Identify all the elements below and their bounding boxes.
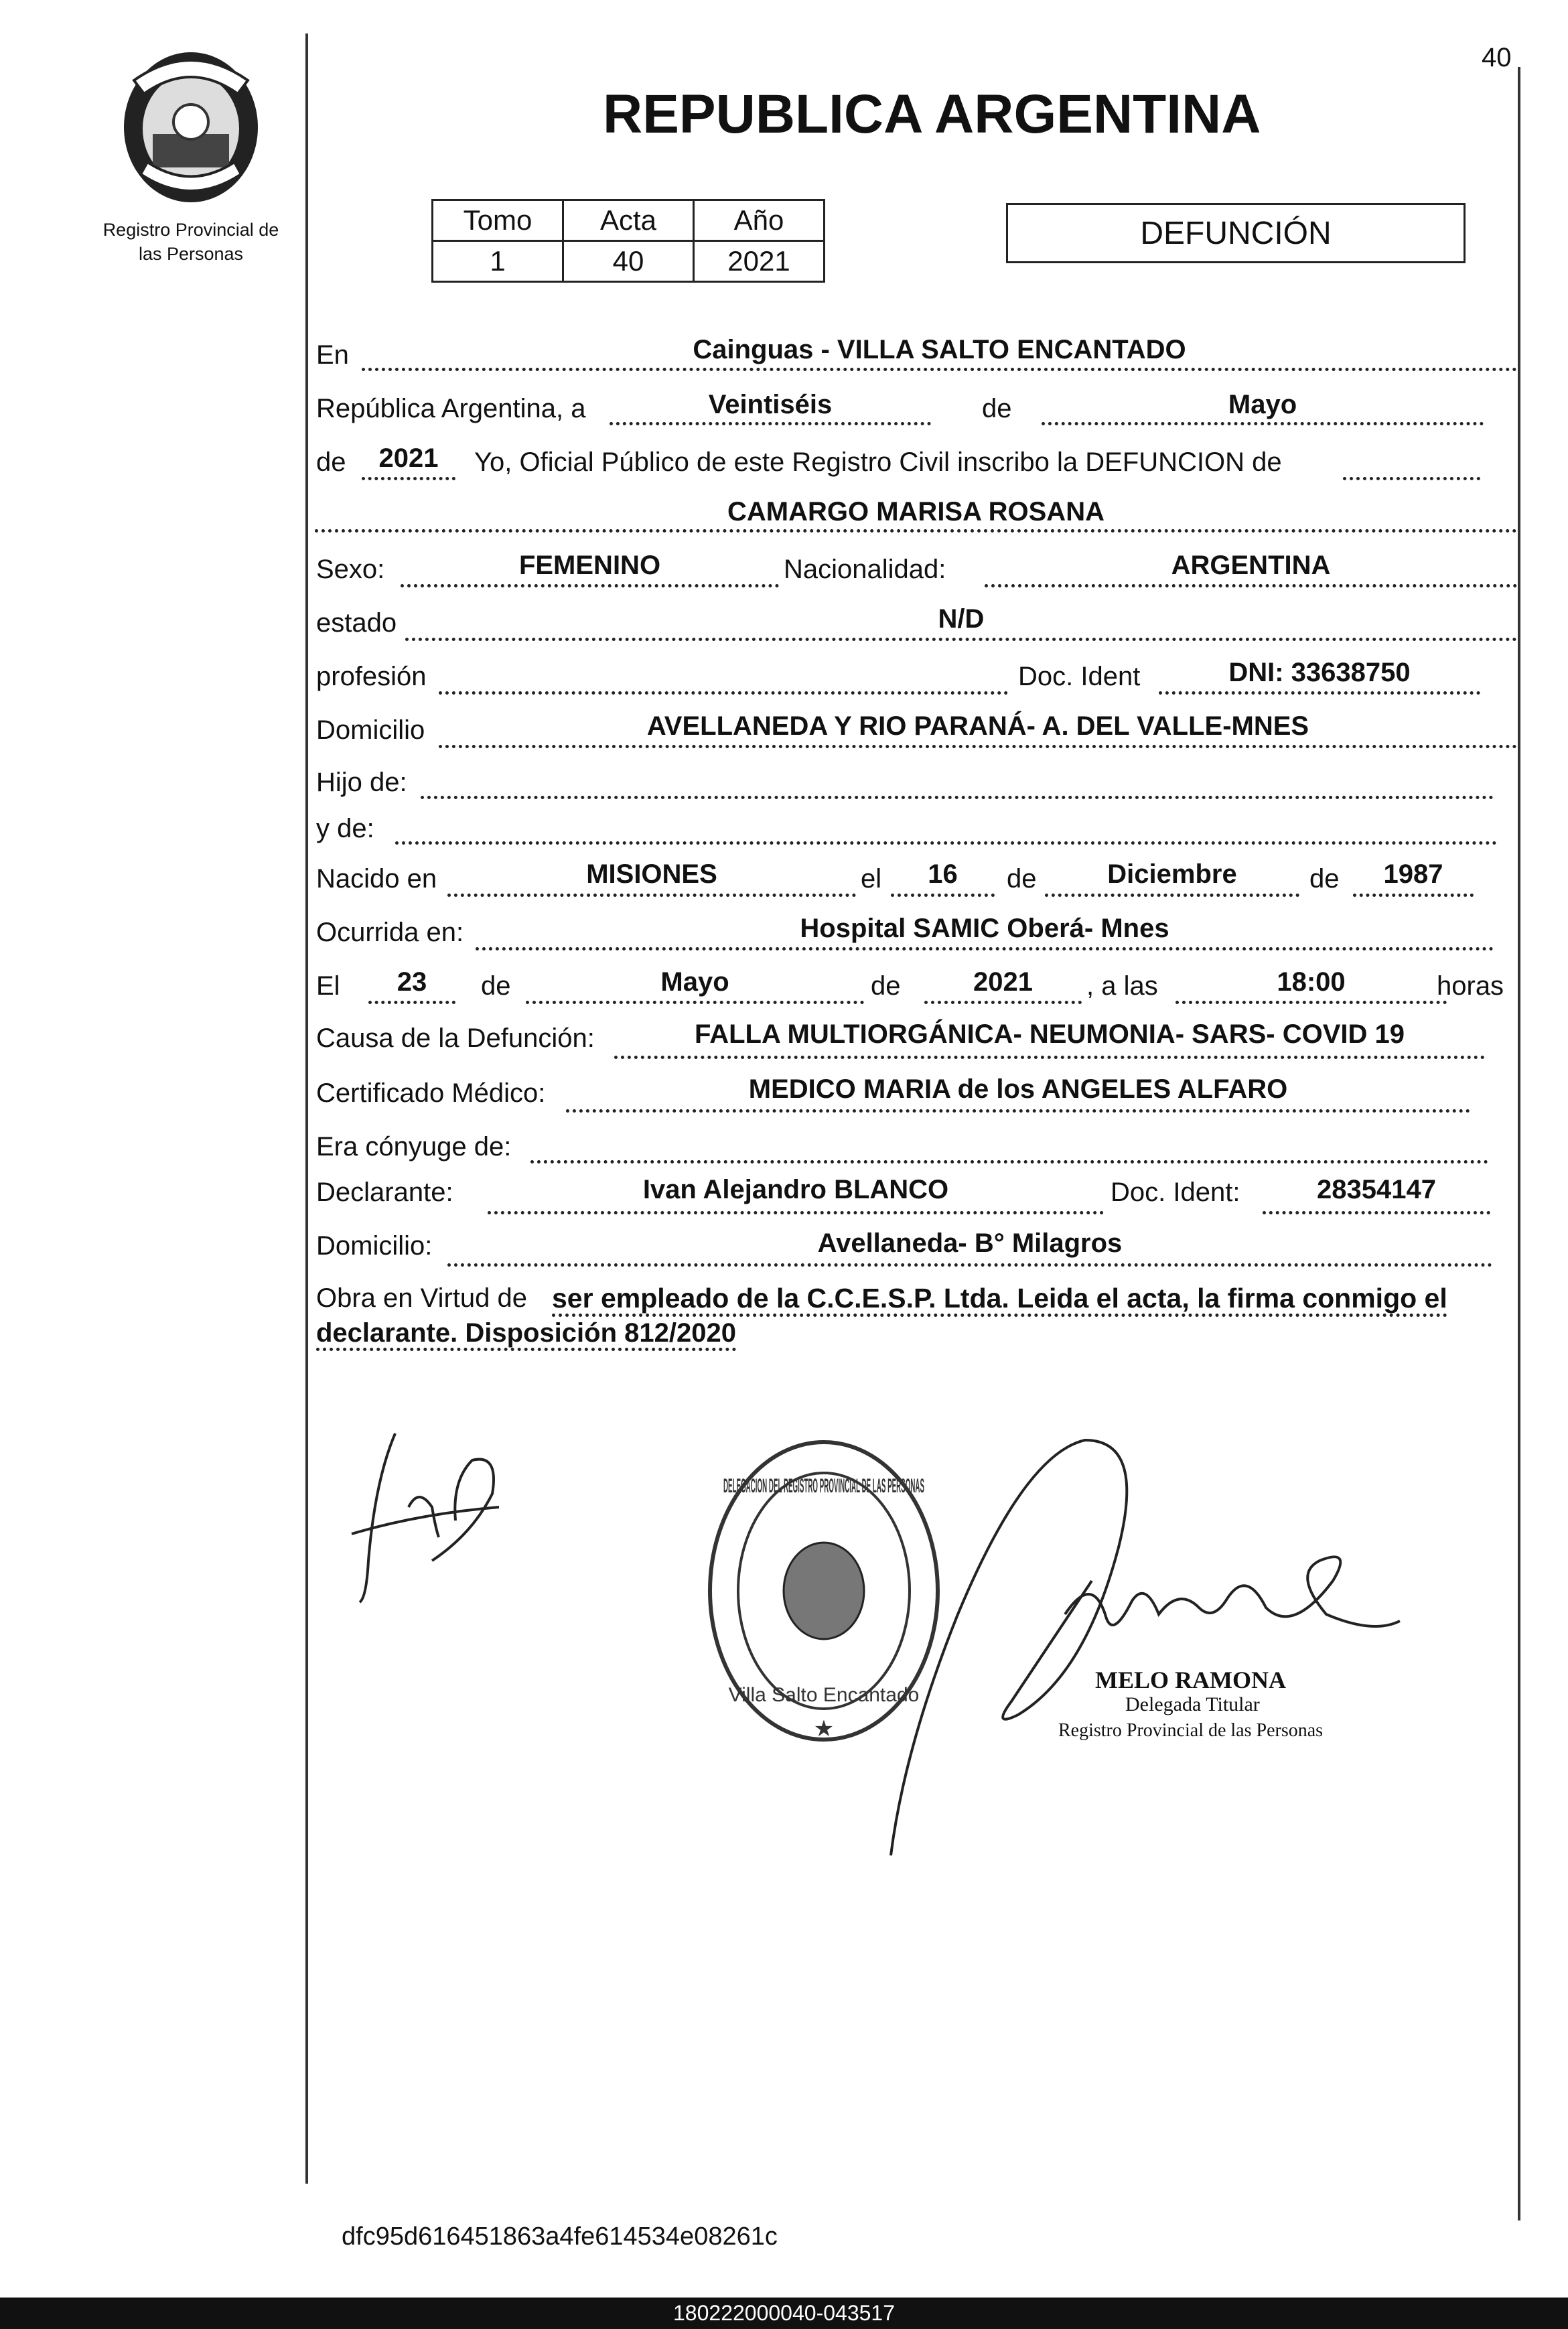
value-def-hora: 18:00 bbox=[1277, 967, 1346, 997]
value-lugar: Cainguas - VILLA SALTO ENCANTADO bbox=[693, 335, 1186, 364]
stamp-outer-text: DELEGACION DEL REGISTRO PROVINCIAL DE LAS PERSONAS bbox=[723, 1475, 924, 1497]
label-doc-ident: Doc. Ident bbox=[1018, 662, 1141, 691]
line-nombre bbox=[315, 529, 1517, 533]
line-dia bbox=[610, 422, 931, 425]
line-anio bbox=[362, 477, 455, 480]
line-conyuge bbox=[530, 1160, 1488, 1163]
registry-name-line1: Registro Provincial de bbox=[102, 220, 279, 240]
line-declarante-doc bbox=[1263, 1211, 1490, 1214]
label-de-nacido-1: de bbox=[1007, 864, 1037, 894]
line-ocurrida bbox=[476, 947, 1494, 950]
official-office: Registro Provincial de las Personas bbox=[1058, 1720, 1324, 1741]
line-lugar bbox=[362, 368, 1517, 371]
registry-emblem bbox=[114, 47, 268, 208]
line-def-hora bbox=[1175, 1001, 1447, 1004]
page-number: 40 bbox=[1482, 43, 1512, 72]
label-nacionalidad: Nacionalidad: bbox=[784, 555, 946, 584]
footer-code: 180222000040-043517 bbox=[673, 2301, 895, 2325]
line-nacido-en bbox=[447, 894, 856, 897]
label-conyuge: Era cónyuge de: bbox=[316, 1132, 512, 1161]
line-def-dia bbox=[368, 1001, 455, 1004]
value-estado: N/D bbox=[938, 604, 985, 634]
label-oficial: Yo, Oficial Público de este Registro Civil inscribo la DEFUNCION de bbox=[474, 447, 1282, 477]
value-domicilio-declarante: Avellaneda- B° Milagros bbox=[817, 1228, 1123, 1258]
label-domicilio: Domicilio bbox=[316, 715, 425, 745]
line-mes bbox=[1042, 422, 1484, 425]
label-de-2: de bbox=[316, 447, 346, 477]
record-type-box: DEFUNCIÓN bbox=[1006, 203, 1466, 263]
label-domicilio-declarante: Domicilio: bbox=[316, 1231, 433, 1261]
label-sexo: Sexo: bbox=[316, 555, 385, 584]
acta-header: Acta bbox=[563, 200, 694, 241]
value-certificado: MEDICO MARIA de los ANGELES ALFARO bbox=[748, 1074, 1288, 1104]
value-def-dia: 23 bbox=[397, 967, 427, 997]
anio-header: Año bbox=[694, 200, 825, 241]
label-ocurrida: Ocurrida en: bbox=[316, 918, 464, 947]
stamp-star-icon: ★ bbox=[813, 1715, 835, 1742]
line-profesion bbox=[439, 691, 1008, 695]
label-en: En bbox=[316, 340, 349, 370]
tomo-value: 1 bbox=[433, 241, 563, 282]
line-def-mes bbox=[526, 1001, 864, 1004]
line-certificado bbox=[566, 1109, 1470, 1113]
value-obra-line1: ser empleado de la C.C.E.S.P. Ltda. Leida el acta, la firma conmigo el bbox=[552, 1285, 1447, 1317]
left-margin-line bbox=[305, 33, 308, 2184]
value-ocurrida: Hospital SAMIC Oberá- Mnes bbox=[800, 914, 1169, 943]
label-el: El bbox=[316, 971, 340, 1001]
line-oficial-end bbox=[1343, 477, 1480, 480]
label-certificado: Certificado Médico: bbox=[316, 1078, 546, 1108]
label-el-nacido: el bbox=[861, 864, 882, 894]
value-nacido-anio: 1987 bbox=[1383, 859, 1443, 889]
label-estado: estado bbox=[316, 608, 397, 638]
line-declarante bbox=[488, 1211, 1104, 1214]
label-hijo-de: Hijo de: bbox=[316, 768, 407, 797]
line-nacionalidad bbox=[985, 584, 1517, 587]
label-y-de: y de: bbox=[316, 814, 374, 843]
label-profesion: profesión bbox=[316, 662, 427, 691]
value-obra-line2: declarante. Disposición 812/2020 bbox=[316, 1320, 736, 1351]
label-de-1: de bbox=[982, 394, 1012, 423]
line-nacido-anio bbox=[1353, 894, 1474, 897]
label-causa: Causa de la Defunción: bbox=[316, 1024, 595, 1053]
line-domicilio-declarante bbox=[447, 1263, 1492, 1267]
label-obra: Obra en Virtud de bbox=[316, 1283, 528, 1313]
official-signature bbox=[864, 1413, 1413, 1869]
line-nacido-dia bbox=[891, 894, 995, 897]
official-role: Delegada Titular bbox=[1125, 1693, 1260, 1715]
value-mes: Mayo bbox=[1228, 390, 1297, 419]
label-declarante: Declarante: bbox=[316, 1178, 453, 1207]
value-doc-ident: DNI: 33638750 bbox=[1228, 658, 1411, 687]
official-name: MELO RAMONA bbox=[1095, 1667, 1286, 1693]
footer-bar bbox=[0, 2298, 1568, 2329]
value-causa: FALLA MULTIORGÁNICA- NEUMONIA- SARS- COVID 19 bbox=[695, 1019, 1405, 1049]
record-number-table bbox=[431, 199, 825, 283]
acta-value: 40 bbox=[563, 241, 694, 282]
line-causa bbox=[614, 1056, 1485, 1059]
registry-name-line2: las Personas bbox=[138, 244, 244, 264]
value-anio: 2021 bbox=[378, 443, 439, 473]
label-a-las: , a las bbox=[1086, 971, 1158, 1001]
line-y-de bbox=[395, 841, 1497, 845]
line-hijo-de bbox=[421, 796, 1494, 799]
line-estado bbox=[405, 638, 1517, 641]
value-nombre: CAMARGO MARISA ROSANA bbox=[727, 497, 1104, 526]
label-de-def-1: de bbox=[481, 971, 511, 1001]
page-title: REPUBLICA ARGENTINA bbox=[603, 84, 1261, 145]
label-de-def-2: de bbox=[871, 971, 901, 1001]
document-hash: dfc95d616451863a4fe614534e08261c bbox=[342, 2222, 778, 2251]
value-dia-letras: Veintiséis bbox=[708, 390, 833, 419]
tomo-header: Tomo bbox=[433, 200, 563, 241]
value-declarante: Ivan Alejandro BLANCO bbox=[642, 1175, 949, 1204]
line-nacido-mes bbox=[1045, 894, 1299, 897]
value-sexo: FEMENINO bbox=[518, 551, 661, 580]
line-doc-ident bbox=[1159, 691, 1480, 695]
right-margin-line bbox=[1518, 67, 1520, 2220]
value-declarante-doc: 28354147 bbox=[1317, 1175, 1436, 1204]
label-de-nacido-2: de bbox=[1309, 864, 1340, 894]
line-domicilio bbox=[439, 745, 1517, 748]
declarant-signature bbox=[338, 1427, 512, 1614]
value-domicilio: AVELLANEDA Y RIO PARANÁ- A. DEL VALLE-MNES bbox=[646, 711, 1309, 741]
value-nacido-dia: 16 bbox=[928, 859, 958, 889]
line-sexo bbox=[401, 584, 779, 587]
line-def-anio bbox=[924, 1001, 1082, 1004]
value-def-mes: Mayo bbox=[660, 967, 729, 997]
value-def-anio: 2021 bbox=[973, 967, 1033, 997]
label-horas: horas bbox=[1437, 971, 1504, 1001]
value-nacionalidad: ARGENTINA bbox=[1171, 551, 1331, 580]
value-nacido-en: MISIONES bbox=[586, 859, 717, 889]
label-republica: República Argentina, a bbox=[316, 394, 586, 423]
label-nacido-en: Nacido en bbox=[316, 864, 437, 894]
stamp-inner-text: Villa Salto Encantado bbox=[728, 1684, 920, 1706]
anio-value: 2021 bbox=[694, 241, 825, 282]
value-nacido-mes: Diciembre bbox=[1107, 859, 1237, 889]
label-declarante-doc: Doc. Ident: bbox=[1111, 1178, 1240, 1207]
misiones-seal-icon bbox=[114, 47, 268, 208]
